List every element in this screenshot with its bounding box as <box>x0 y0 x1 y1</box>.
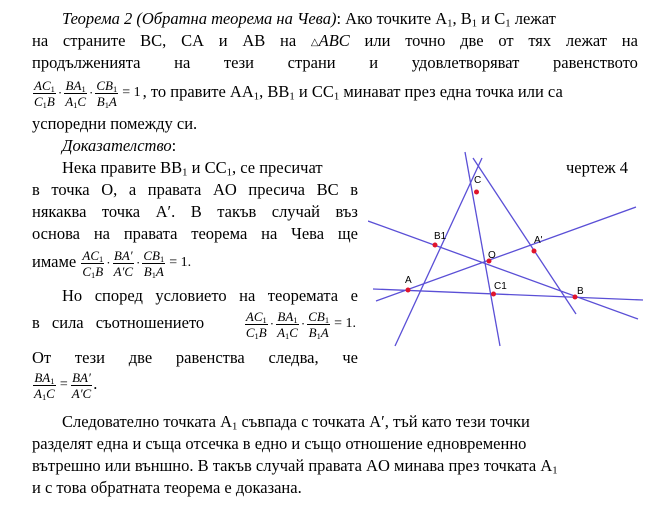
line-ca <box>395 158 482 346</box>
fraction-bap-apc-result: $\frac{BA'}{A'C}$ <box>71 369 92 401</box>
proof-heading: Доказателство: <box>62 136 177 155</box>
line-bb1 <box>368 221 638 319</box>
proof-p2-line-2: в сила съотношението $\frac{AC_1}{C_1B}$ · $\frac{BA_1}{A_1C}$ · $\frac{CB_1}{B_1A}$ = 1. <box>32 308 356 341</box>
proof-p1-line-4: основа на правата теорема на Чева ще <box>32 224 358 243</box>
theorem-line-2: на страните BC, CA и AB на △ABC или точно две от тях лежат на <box>32 31 638 53</box>
fraction-ba1-a1c: $\frac{BA_1}{A_1C}$ <box>34 369 55 402</box>
point-c1 <box>491 292 496 297</box>
label-c: C <box>474 175 482 186</box>
point-a <box>406 288 411 293</box>
label-o: O <box>488 250 496 261</box>
proof-p1-line-5: имаме $\frac{AC_1}{C_1B}$ · $\frac{BA'}{A'C}$ · $\frac{CB_1}{B_1A}$ = 1. <box>32 247 192 280</box>
point-c <box>474 190 479 195</box>
label-b: B <box>577 286 584 297</box>
proof-p3-line-1: От тези две равенства следва, че <box>32 348 358 367</box>
conclusion-line-1: Следователно точката $A_1$ съвпада с точката A′, тъй като тези точки <box>62 412 530 433</box>
conclusion-line-4: и с това обратната теорема е доказана. <box>32 478 302 497</box>
ratio-fraction-ba1-a1c: $\frac{BA_1}{A_1C}$ <box>65 77 87 110</box>
condition-fraction-ac1-c1b: $\frac{AC_1}{C_1B}$ <box>245 308 267 341</box>
triangle-icon: △ <box>310 37 319 48</box>
theorem-line-5: успоредни помежду си. <box>32 114 198 133</box>
triangle-abc: △ABC <box>310 31 350 50</box>
point-a1 <box>532 249 537 254</box>
point-b1 <box>433 243 438 248</box>
theorem-line-3: продълженията на тези страни и удовлетворяват равенството <box>32 53 638 72</box>
condition-fraction-ba1-a1c: $\frac{BA_1}{A_1C}$ <box>277 308 298 341</box>
cevians-diagram <box>368 150 648 350</box>
conclusion-line-3: вътрешно или външно. В такъв случай правата AO минава през точката $A_1$ <box>32 456 558 477</box>
conclusion-line-2: разделят една и съща отсечка в едно и също отношение едновременно <box>32 434 527 453</box>
label-a: A <box>405 275 412 286</box>
proof-p1-line-2: в точка O, а правата AO пресича BC в <box>32 180 358 199</box>
theorem-line-1: Теорема 2 (Обратна теорема на Чева): Ако точките $A_1$, $B_1$ и $C_1$ лежат <box>62 9 556 30</box>
fraction-cb1-b1a: $\frac{CB_1}{B_1A}$ <box>143 247 165 280</box>
ratio-fraction-ac1-c1b: $\frac{AC_1}{C_1B}$ <box>34 77 55 110</box>
line-cc1 <box>465 152 500 346</box>
condition-fraction-cb1-b1a: $\frac{CB_1}{B_1A}$ <box>308 308 330 341</box>
figure-caption: чертеж 4 <box>566 158 628 177</box>
proof-p1-line-3: някаква точка A′. В такъв случай въз <box>32 202 358 221</box>
ratio-fraction-cb1-b1a: $\frac{CB_1}{B_1A}$ <box>96 77 118 110</box>
label-c1: C1 <box>494 281 507 292</box>
fraction-ac1-c1b: $\frac{AC_1}{C_1B}$ <box>82 247 104 280</box>
proof-p3-line-2: $\frac{BA_1}{A_1C}$ = $\frac{BA'}{A'C}$ . <box>34 369 98 402</box>
label-b1: B1 <box>434 231 447 242</box>
proof-p2-line-1: Но според условието на теоремата е <box>62 286 358 305</box>
proof-p1-line-1: Нека правите $BB_1$ и $CC_1$, се пресичат <box>62 158 323 179</box>
label-a1: A' <box>534 235 543 246</box>
fraction-bap-apc: $\frac{BA'}{A'C}$ <box>113 247 134 279</box>
line-ab <box>373 289 643 300</box>
theorem-line-4: $\frac{AC_1}{C_1B}$ · $\frac{BA_1}{A_1C}$ · $\frac{CB_1}{B_1A}$ = 1 , то правите $AA_1$, $BB_1$ и $CC_1$ минават през една точка или са <box>34 77 563 110</box>
theorem-heading: Теорема 2 (Обратна теорема на Чева) <box>62 9 337 28</box>
